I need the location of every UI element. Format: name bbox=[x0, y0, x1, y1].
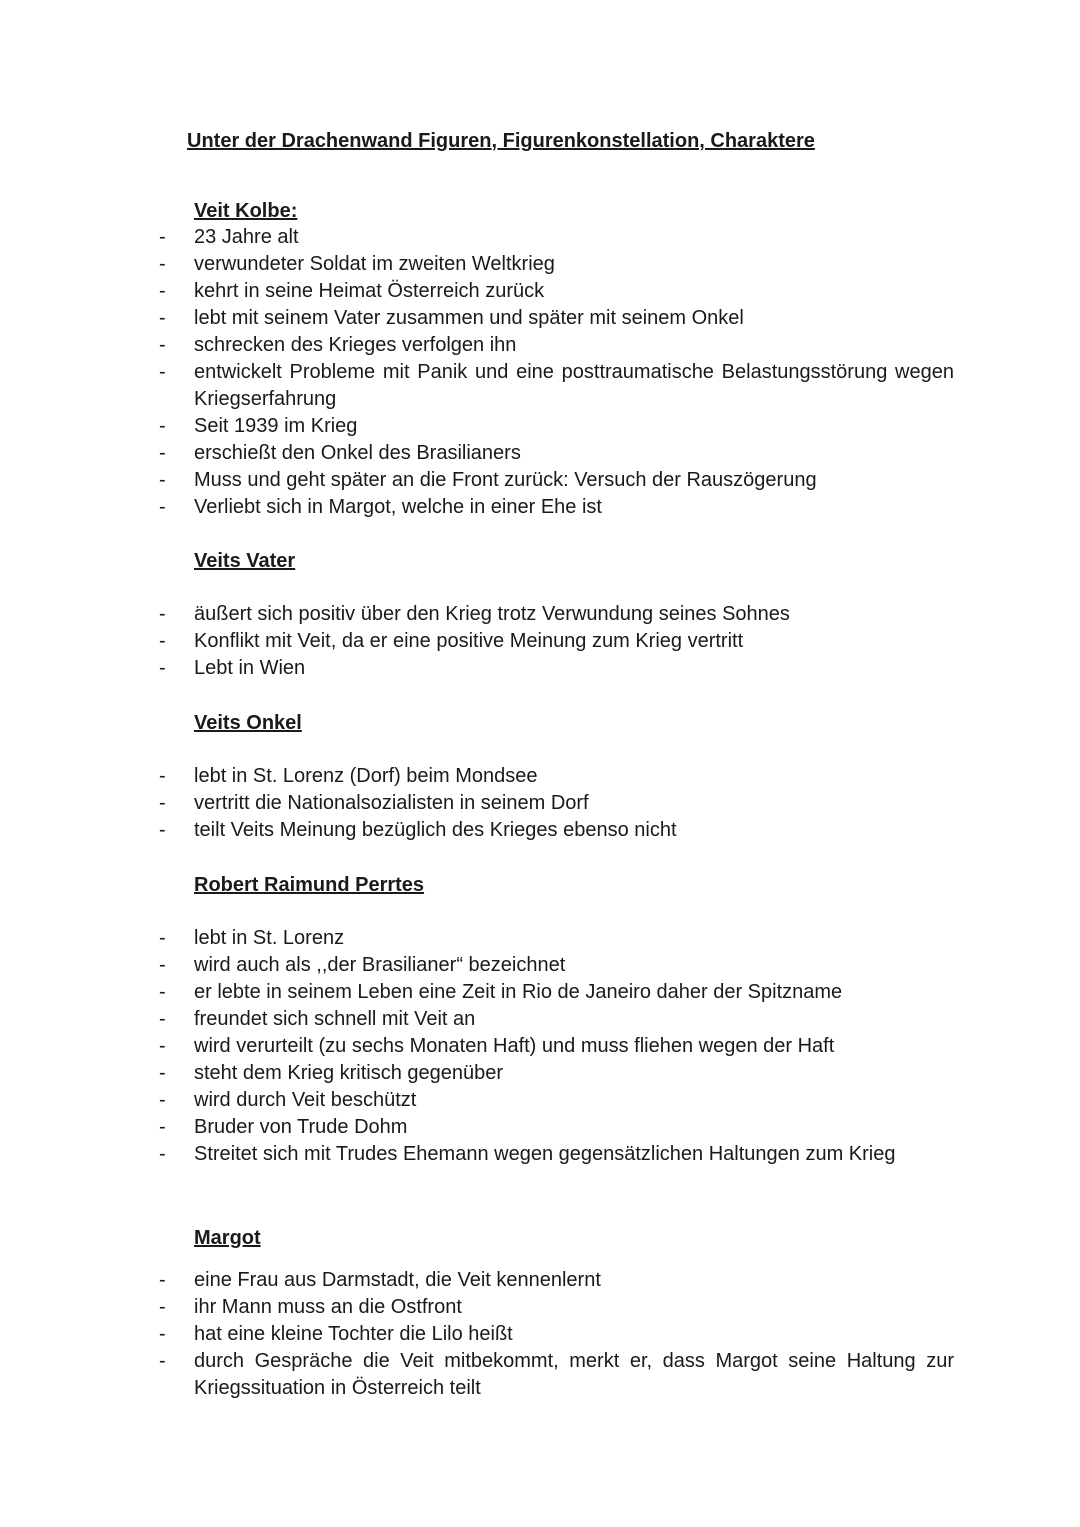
dash-bullet-icon: - bbox=[159, 415, 166, 437]
list-item-text: Bruder von Trude Dohm bbox=[194, 1116, 408, 1138]
list-item-text: wird verurteilt (zu sechs Monaten Haft) und muss fliehen wegen der Haft bbox=[194, 1035, 835, 1057]
list-item bbox=[0, 1006, 954, 1033]
list-item bbox=[0, 1348, 954, 1402]
list-item bbox=[0, 1114, 954, 1141]
list-item-text: äußert sich positiv über den Krieg trotz Verwundung seines Sohnes bbox=[194, 603, 790, 625]
dash-bullet-icon: - bbox=[159, 226, 166, 248]
section-margot bbox=[0, 1225, 1080, 1402]
list-item-text: eine Frau aus Darmstadt, die Veit kennenlernt bbox=[194, 1269, 601, 1291]
dash-bullet-icon: - bbox=[159, 280, 166, 302]
list-item-text: durch Gespräche die Veit mitbekommt, merkt er, dass Margot seine Haltung zur Kriegssituation in Österreich teilt bbox=[194, 1350, 954, 1399]
dash-bullet-icon: - bbox=[159, 1062, 166, 1084]
section-heading: Margot bbox=[194, 1227, 261, 1249]
list-item-text: wird durch Veit beschützt bbox=[194, 1089, 417, 1111]
section-veit-kolbe bbox=[0, 198, 1080, 521]
list-item bbox=[0, 1267, 954, 1294]
list-item-text: steht dem Krieg kritisch gegenüber bbox=[194, 1062, 504, 1084]
list-item bbox=[0, 790, 954, 817]
list-item-text: Seit 1939 im Krieg bbox=[194, 415, 358, 437]
list-item-text: lebt mit seinem Vater zusammen und später mit seinem Onkel bbox=[194, 307, 744, 329]
dash-bullet-icon: - bbox=[159, 1143, 166, 1165]
dash-bullet-icon: - bbox=[159, 657, 166, 679]
list-item-text: teilt Veits Meinung bezüglich des Krieges ebenso nicht bbox=[194, 819, 677, 841]
page-title: Unter der Drachenwand Figuren, Figurenkonstellation, Charaktere bbox=[187, 130, 815, 152]
list-item bbox=[0, 224, 954, 251]
dash-bullet-icon: - bbox=[159, 469, 166, 491]
list-item-text: verwundeter Soldat im zweiten Weltkrieg bbox=[194, 253, 555, 275]
list-item-text: lebt in St. Lorenz (Dorf) beim Mondsee bbox=[194, 765, 538, 787]
list-item bbox=[0, 1141, 954, 1168]
dash-bullet-icon: - bbox=[159, 819, 166, 841]
list-item bbox=[0, 925, 954, 952]
dash-bullet-icon: - bbox=[159, 442, 166, 464]
list-item bbox=[0, 251, 954, 278]
dash-bullet-icon: - bbox=[159, 1296, 166, 1318]
dash-bullet-icon: - bbox=[159, 981, 166, 1003]
bullet-list bbox=[0, 763, 1080, 844]
dash-bullet-icon: - bbox=[159, 1008, 166, 1030]
section-heading: Veits Onkel bbox=[194, 712, 302, 734]
list-item-text: wird auch als ,,der Brasilianer“ bezeichnet bbox=[194, 954, 566, 976]
dash-bullet-icon: - bbox=[159, 307, 166, 329]
list-item bbox=[0, 494, 954, 521]
list-item-text: er lebte in seinem Leben eine Zeit in Rio de Janeiro daher der Spitzname bbox=[194, 981, 843, 1003]
list-item-text: hat eine kleine Tochter die Lilo heißt bbox=[194, 1323, 513, 1345]
list-item-text: ihr Mann muss an die Ostfront bbox=[194, 1296, 462, 1318]
list-item bbox=[0, 413, 954, 440]
list-item bbox=[0, 359, 954, 413]
bullet-list bbox=[0, 224, 1080, 521]
list-item-text: freundet sich schnell mit Veit an bbox=[194, 1008, 476, 1030]
dash-bullet-icon: - bbox=[159, 792, 166, 814]
dash-bullet-icon: - bbox=[159, 927, 166, 949]
list-item bbox=[0, 332, 954, 359]
list-item bbox=[0, 601, 954, 628]
dash-bullet-icon: - bbox=[159, 253, 166, 275]
list-item bbox=[0, 655, 954, 682]
list-item bbox=[0, 1033, 954, 1060]
dash-bullet-icon: - bbox=[159, 630, 166, 652]
list-item-text: Streitet sich mit Trudes Ehemann wegen gegensätzlichen Haltungen zum Krieg bbox=[194, 1143, 896, 1165]
list-item bbox=[0, 440, 954, 467]
list-item-text: Lebt in Wien bbox=[194, 657, 306, 679]
list-item-text: schrecken des Krieges verfolgen ihn bbox=[194, 334, 517, 356]
dash-bullet-icon: - bbox=[159, 954, 166, 976]
section-heading: Veit Kolbe: bbox=[194, 200, 298, 222]
dash-bullet-icon: - bbox=[159, 1350, 166, 1372]
list-item bbox=[0, 305, 954, 332]
dash-bullet-icon: - bbox=[159, 765, 166, 787]
section-heading: Robert Raimund Perrtes bbox=[194, 874, 425, 896]
dash-bullet-icon: - bbox=[159, 1089, 166, 1111]
list-item bbox=[0, 1060, 954, 1087]
dash-bullet-icon: - bbox=[159, 1035, 166, 1057]
dash-bullet-icon: - bbox=[159, 361, 166, 383]
list-item bbox=[0, 952, 954, 979]
section-veits-onkel bbox=[0, 710, 1080, 844]
list-item bbox=[0, 628, 954, 655]
list-item-text: vertritt die Nationalsozialisten in seinem Dorf bbox=[194, 792, 589, 814]
section-heading: Veits Vater bbox=[194, 550, 296, 572]
list-item-text: Konflikt mit Veit, da er eine positive Meinung zum Krieg vertritt bbox=[194, 630, 744, 652]
bullet-list bbox=[0, 925, 1080, 1168]
dash-bullet-icon: - bbox=[159, 1323, 166, 1345]
list-item bbox=[0, 467, 954, 494]
list-item-text: entwickelt Probleme mit Panik und eine posttraumatische Belastungsstörung wegen Kriegserfahrung bbox=[194, 361, 954, 410]
list-item bbox=[0, 979, 954, 1006]
list-item-text: erschießt den Onkel des Brasilianers bbox=[194, 442, 521, 464]
dash-bullet-icon: - bbox=[159, 1269, 166, 1291]
list-item bbox=[0, 763, 954, 790]
list-item bbox=[0, 817, 954, 844]
list-item-text: kehrt in seine Heimat Österreich zurück bbox=[194, 280, 545, 302]
list-item-text: lebt in St. Lorenz bbox=[194, 927, 345, 949]
section-robert-raimund-perrtes bbox=[0, 872, 1080, 1168]
list-item-text: 23 Jahre alt bbox=[194, 226, 299, 248]
dash-bullet-icon: - bbox=[159, 496, 166, 518]
dash-bullet-icon: - bbox=[159, 1116, 166, 1138]
dash-bullet-icon: - bbox=[159, 603, 166, 625]
section-veits-vater bbox=[0, 548, 1080, 682]
list-item bbox=[0, 1087, 954, 1114]
list-item bbox=[0, 1321, 954, 1348]
list-item bbox=[0, 278, 954, 305]
bullet-list bbox=[0, 601, 1080, 682]
list-item-text: Verliebt sich in Margot, welche in einer Ehe ist bbox=[194, 496, 602, 518]
list-item-text: Muss und geht später an die Front zurück: Versuch der Rauszögerung bbox=[194, 469, 817, 491]
dash-bullet-icon: - bbox=[159, 334, 166, 356]
list-item bbox=[0, 1294, 954, 1321]
bullet-list bbox=[0, 1267, 1080, 1402]
